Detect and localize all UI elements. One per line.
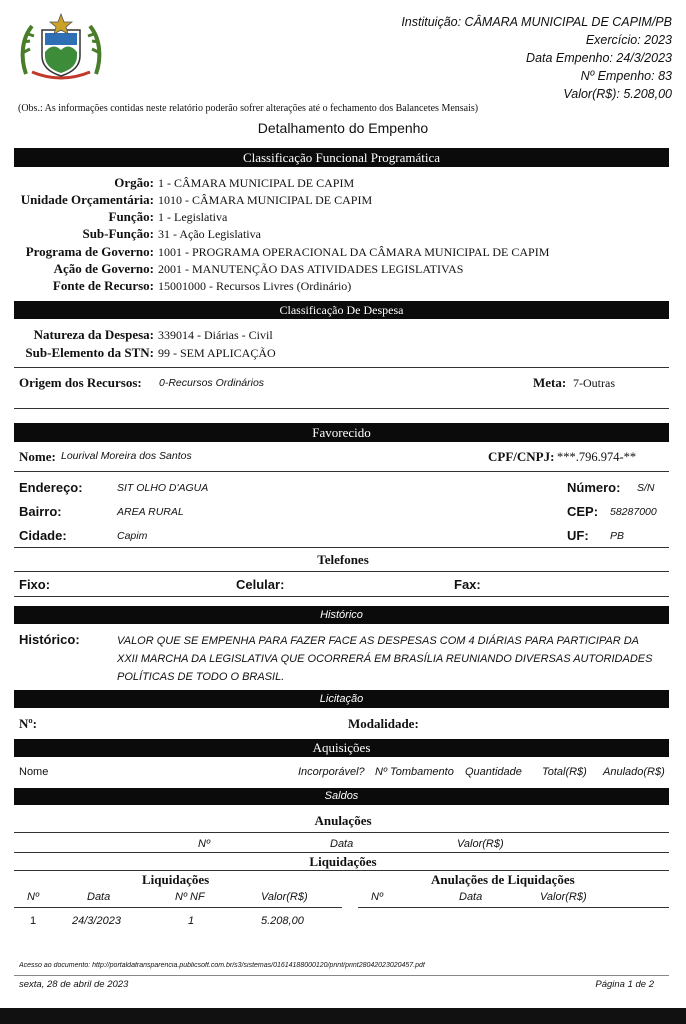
- divider: [14, 547, 669, 548]
- liq-col-data: Data: [87, 891, 111, 903]
- divider: [14, 870, 669, 871]
- divider: [14, 975, 669, 976]
- acao-value: 2001 - MANUTENÇÃO DAS ATIVIDADES LEGISLATIVAS: [158, 262, 464, 276]
- cep-label: CEP:: [567, 504, 599, 519]
- divider: [14, 832, 669, 833]
- commitment-value: Valor(R$): 5.208,00: [563, 87, 672, 101]
- divider: [14, 471, 669, 472]
- unidade-value: 1010 - CÂMARA MUNICIPAL DE CAPIM: [158, 193, 373, 207]
- fixo-label: Fixo:: [19, 577, 51, 592]
- page-indicator: Página 1 de 2: [595, 979, 654, 990]
- endereco-value: SIT OLHO D'AGUA: [117, 482, 209, 494]
- origem-value: 0-Recursos Ordinários: [159, 377, 265, 389]
- cidade-label: Cidade:: [19, 528, 67, 543]
- orgao-label: Orgão:: [114, 175, 154, 190]
- anul-col-no: Nº: [198, 838, 210, 850]
- anulacoes-title: Anulações: [314, 813, 372, 828]
- orgao-value: 1 - CÂMARA MUNICIPAL DE CAPIM: [158, 176, 355, 190]
- section-bidding: Licitação: [14, 690, 669, 708]
- subelemento-label: Sub-Elemento da STN:: [25, 345, 154, 360]
- bairro-value: AREA RURAL: [117, 506, 184, 518]
- liq-col-no: Nº: [27, 891, 39, 903]
- anul-liq-col-valor: Valor(R$): [540, 891, 587, 903]
- liq-col-nf: Nº NF: [175, 891, 205, 903]
- divider: [358, 907, 669, 908]
- section-expense: Classificação De Despesa: [14, 301, 669, 319]
- nome-label: Nome:: [19, 449, 56, 464]
- programa-label: Programa de Governo:: [25, 244, 154, 259]
- page-bottom-band: [0, 1008, 686, 1024]
- fax-label: Fax:: [454, 577, 481, 592]
- divider: [14, 571, 669, 572]
- liq-col-valor: Valor(R$): [261, 891, 308, 903]
- acq-col-total: Total(R$): [542, 766, 587, 778]
- cep-value: 58287000: [610, 506, 657, 518]
- divider: [14, 596, 669, 597]
- institution: Instituição: CÂMARA MUNICIPAL DE CAPIM/PB: [401, 15, 672, 29]
- subfuncao-value: 31 - Ação Legislativa: [158, 227, 261, 241]
- history-line: POLÍTICAS DE TODO O BRASIL.: [117, 671, 285, 683]
- nome-value: Lourival Moreira dos Santos: [61, 450, 192, 462]
- origem-label: Origem dos Recursos:: [19, 375, 142, 390]
- acq-col-incorporavel: Incorporável?: [298, 766, 365, 778]
- commitment-date: Data Empenho: 24/3/2023: [526, 51, 672, 65]
- observation-note: (Obs.: As informações contidas neste relatório poderão sofrer alterações até o fechamento dos Balancetes Mensais): [18, 103, 479, 114]
- section-history: Histórico: [14, 606, 669, 624]
- liq-row-data: 24/3/2023: [72, 915, 121, 927]
- phones-title: Telefones: [317, 552, 369, 567]
- section-classification: Classificação Funcional Programática: [14, 148, 669, 167]
- divider: [14, 852, 669, 853]
- document-title: Detalhamento do Empenho: [257, 120, 429, 136]
- unidade-label: Unidade Orçamentária:: [20, 192, 154, 207]
- uf-value: PB: [610, 530, 625, 542]
- access-link[interactable]: Acesso ao documento: http://portaldatransparencia.publicsoft.com.br/s3/sistemas/01614188000120/print/print28042023020457.pdf: [19, 962, 425, 969]
- coat-of-arms-logo: [18, 12, 104, 82]
- section-beneficiary: Favorecido: [14, 423, 669, 442]
- divider: [14, 408, 669, 409]
- cpf-value: ***.796.974-**: [557, 450, 637, 464]
- acq-col-quantidade: Quantidade: [465, 766, 522, 778]
- history-label: Histórico:: [19, 632, 80, 647]
- celular-label: Celular:: [236, 577, 285, 592]
- divider: [14, 367, 669, 368]
- fonte-value: 15001000 - Recursos Livres (Ordinário): [158, 279, 352, 293]
- liq-row-no: 1: [30, 915, 37, 927]
- acq-col-nome: Nome: [19, 766, 49, 778]
- meta-label: Meta:: [533, 375, 567, 390]
- funcao-label: Função:: [108, 209, 154, 224]
- liq-row-nf: 1: [188, 915, 195, 927]
- exercise-year: Exercício: 2023: [585, 33, 672, 47]
- bidding-number-label: Nº:: [19, 716, 38, 731]
- cidade-value: Capim: [117, 530, 148, 542]
- section-acquisitions: Aquisições: [14, 739, 669, 757]
- meta-value: 7-Outras: [573, 376, 615, 390]
- subfuncao-label: Sub-Função:: [82, 226, 154, 241]
- liquidacoes-title: Liquidações: [309, 854, 377, 869]
- divider: [14, 907, 342, 908]
- liq-sub-title: Liquidações: [142, 872, 210, 887]
- numero-label: Número:: [567, 480, 621, 495]
- funcao-value: 1 - Legislativa: [158, 210, 228, 224]
- anul-liq-col-no: Nº: [371, 891, 383, 903]
- commitment-number: Nº Empenho: 83: [580, 69, 672, 83]
- acq-col-anulado: Anulado(R$): [603, 766, 665, 778]
- numero-value: S/N: [637, 482, 655, 494]
- anul-liq-title: Anulações de Liquidações: [431, 872, 575, 887]
- bidding-modality-label: Modalidade:: [348, 716, 419, 731]
- fonte-label: Fonte de Recurso:: [52, 278, 154, 293]
- anul-col-data: Data: [330, 838, 354, 850]
- footer-date: sexta, 28 de abril de 2023: [19, 979, 129, 990]
- endereco-label: Endereço:: [19, 480, 83, 495]
- uf-label: UF:: [567, 528, 589, 543]
- programa-value: 1001 - PROGRAMA OPERACIONAL DA CÂMARA MUNICIPAL DE CAPIM: [158, 245, 550, 259]
- acao-label: Ação de Governo:: [53, 261, 154, 276]
- section-balances: Saldos: [14, 788, 669, 805]
- bairro-label: Bairro:: [19, 504, 62, 519]
- history-line: XXII MARCHA DA LEGISLATIVA QUE OCORRERÁ EM BRASÍLIA REUNIANDO DIVERSAS AUTORIDADES: [117, 653, 653, 665]
- history-line: VALOR QUE SE EMPENHA PARA FAZER FACE AS DESPESAS COM 4 DIÁRIAS PARA PARTICIPAR DA: [117, 635, 640, 647]
- anul-liq-col-data: Data: [459, 891, 483, 903]
- subelemento-value: 99 - SEM APLICAÇÃO: [158, 346, 276, 360]
- natureza-value: 339014 - Diárias - Civil: [158, 328, 273, 342]
- natureza-label: Natureza da Despesa:: [33, 327, 154, 342]
- cpf-label: CPF/CNPJ:: [488, 449, 555, 464]
- anul-col-valor: Valor(R$): [457, 838, 504, 850]
- liq-row-valor: 5.208,00: [261, 915, 304, 927]
- acq-col-tombamento: Nº Tombamento: [375, 766, 454, 778]
